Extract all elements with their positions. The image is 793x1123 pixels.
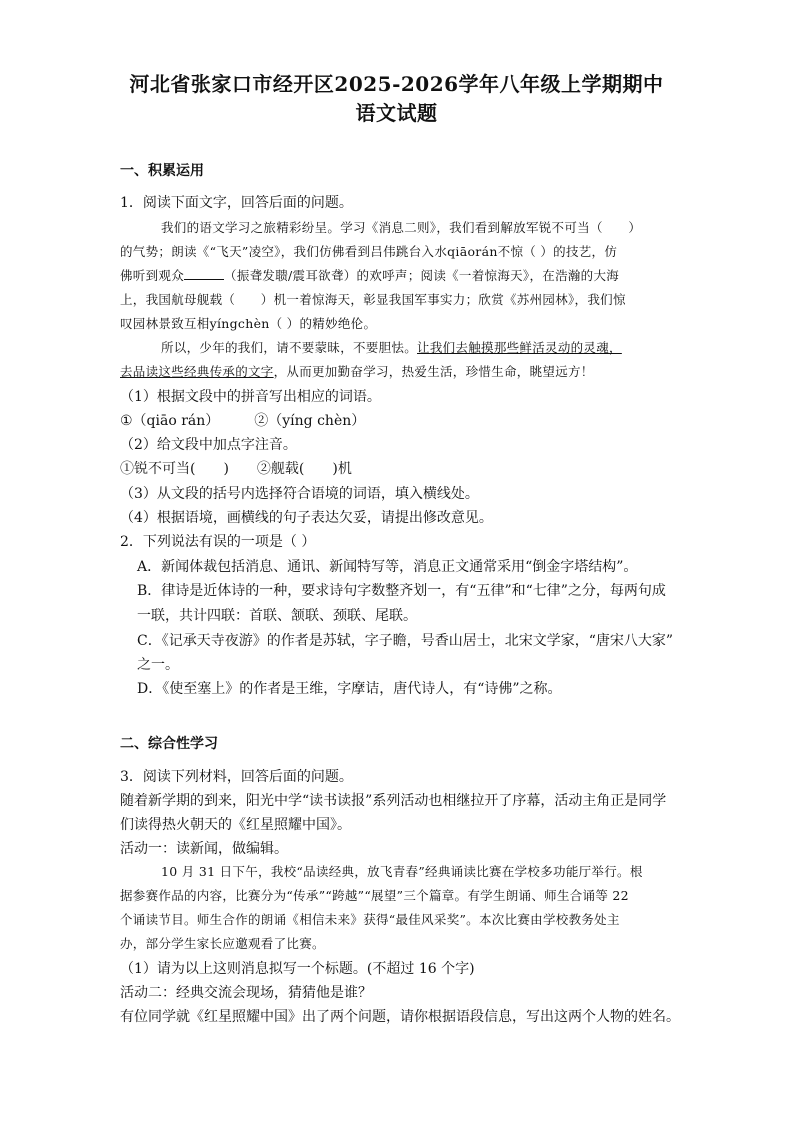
q2-option-a: A．新闻体裁包括消息、通讯、新闻特写等，消息正文通常采用“倒金字塔结构”。 — [137, 559, 638, 575]
q3-sub1: （1）请为以上这则消息拟写一个标题。(不超过 16 个字) — [120, 961, 475, 977]
fill-blank — [184, 267, 224, 280]
q3-news-line2: 据参赛作品的内容，比赛分为“传承”“跨越”“展望”三个篇章。有学生朗诵、师生合诵等 22 — [120, 888, 629, 903]
q1-passage-line2: 的气势；朗读《“飞天”凌空》，我们仿佛看到吕伟跳台入水qiāorán不惊（ ）的技艺，仿 — [120, 244, 618, 259]
q1-stem: 1．阅读下面文字，回答后面的问题。 — [120, 195, 353, 211]
q3-intro-line2: 们读得热火朝天的《红星照耀中国》。 — [120, 817, 351, 833]
q1-sub2-items: ①锐不可当( ) ②舰载( )机 — [120, 461, 352, 477]
q3-activity2-desc: 有位同学就《红星照耀中国》出了两个问题，请你根据语段信息，写出这两个人物的姓名。 — [120, 1009, 680, 1025]
q3-news-line3: 个诵读节目。师生合作的朗诵《相信未来》获得“最佳风采奖”。本次比赛由学校教务处主 — [120, 912, 620, 927]
q3-activity2: 活动二：经典交流会现场，猜猜他是谁？ — [120, 985, 372, 1001]
q1-passage-line3 — [120, 266, 619, 284]
q2-stem: 2．下列说法有误的一项是（ ） — [120, 534, 316, 550]
q3-news-line1: 10 月 31 日下午，我校“品读经典，放飞青春”经典诵读比赛在学校多功能厅举行。根 — [161, 864, 643, 879]
section2-heading: 二、综合性学习 — [120, 736, 218, 752]
q2-option-b: B．律诗是近体诗的一种，要求诗句字数整齐划一，有“五律”和“七律”之分，每两句成 — [137, 583, 666, 599]
underlined-sentence: 去品读这些经典传承的文字 — [120, 364, 274, 379]
section1-heading: 一、积累运用 — [120, 163, 204, 179]
q2-option-c: C．《记承天寺夜游》的作者是苏轼，字子瞻，号香山居士，北宋文学家，“唐宋八大家” — [137, 633, 674, 649]
passage-text: 佛听到观众 — [120, 268, 185, 283]
passage-text: ，从而更加勤奋学习，热爱生活，珍惜生命，眺望远方！ — [273, 364, 594, 379]
q3-news-line4: 办，部分学生家长应邀观看了比赛。 — [120, 936, 325, 951]
exam-title-line2: 语文试题 — [355, 101, 438, 125]
q1-passage-line1: 我们的语文学习之旅精彩纷呈。学习《消息二则》，我们看到解放军锐不可当（ ） — [161, 220, 642, 235]
q1-sub2: （2）给文段中加点字注音。 — [120, 437, 297, 453]
q1-passage-line7 — [120, 362, 594, 380]
q1-passage-line5: 叹园林景致互相yíngchèn（ ）的精妙绝伦。 — [120, 316, 377, 331]
q2-option-b-cont: 一联，共计四联：首联、颔联、颈联、尾联。 — [137, 608, 417, 624]
q2-option-c-cont: 之一。 — [137, 657, 179, 673]
q1-sub1: （1）根据文段中的拼音写出相应的词语。 — [120, 389, 381, 405]
passage-text: 所以，少年的我们，请不要蒙昧，不要胆怯。 — [161, 340, 418, 355]
q1-sub4: （4）根据语境，画横线的句子表达欠妥，请提出修改意见。 — [120, 510, 493, 526]
q1-sub3: （3）从文段的括号内选择符合语境的词语，填入横线处。 — [120, 486, 479, 502]
q1-passage-line6 — [161, 338, 622, 356]
q1-passage-line4: 上，我国航母舰载（ ）机一着惊海天，彰显我国军事实力；欣赏《苏州园林》，我们惊 — [120, 292, 626, 307]
q2-option-d: D．《使至塞上》的作者是王维，字摩诘，唐代诗人，有“诗佛”之称。 — [137, 681, 562, 697]
underlined-sentence: 让我们去触摸那些鲜活灵动的灵魂， — [417, 340, 622, 355]
q3-stem: 3．阅读下列材料，回答后面的问题。 — [120, 769, 353, 785]
q3-activity1: 活动一：读新闻，做编辑。 — [120, 841, 288, 857]
q3-intro-line1: 随着新学期的到来，阳光中学“读书读报”系列活动也相继拉开了序幕，活动主角正是同学 — [120, 793, 667, 809]
passage-text: （振聋发聩/震耳欲聋）的欢呼声；阅读《一着惊海天》，在浩瀚的大海 — [224, 268, 620, 283]
exam-title-line1: 河北省张家口市经开区2025-2026学年八年级上学期期中 — [129, 72, 664, 96]
q1-sub1-items: ①（qiāo rán） ②（yíng chèn） — [120, 413, 366, 429]
